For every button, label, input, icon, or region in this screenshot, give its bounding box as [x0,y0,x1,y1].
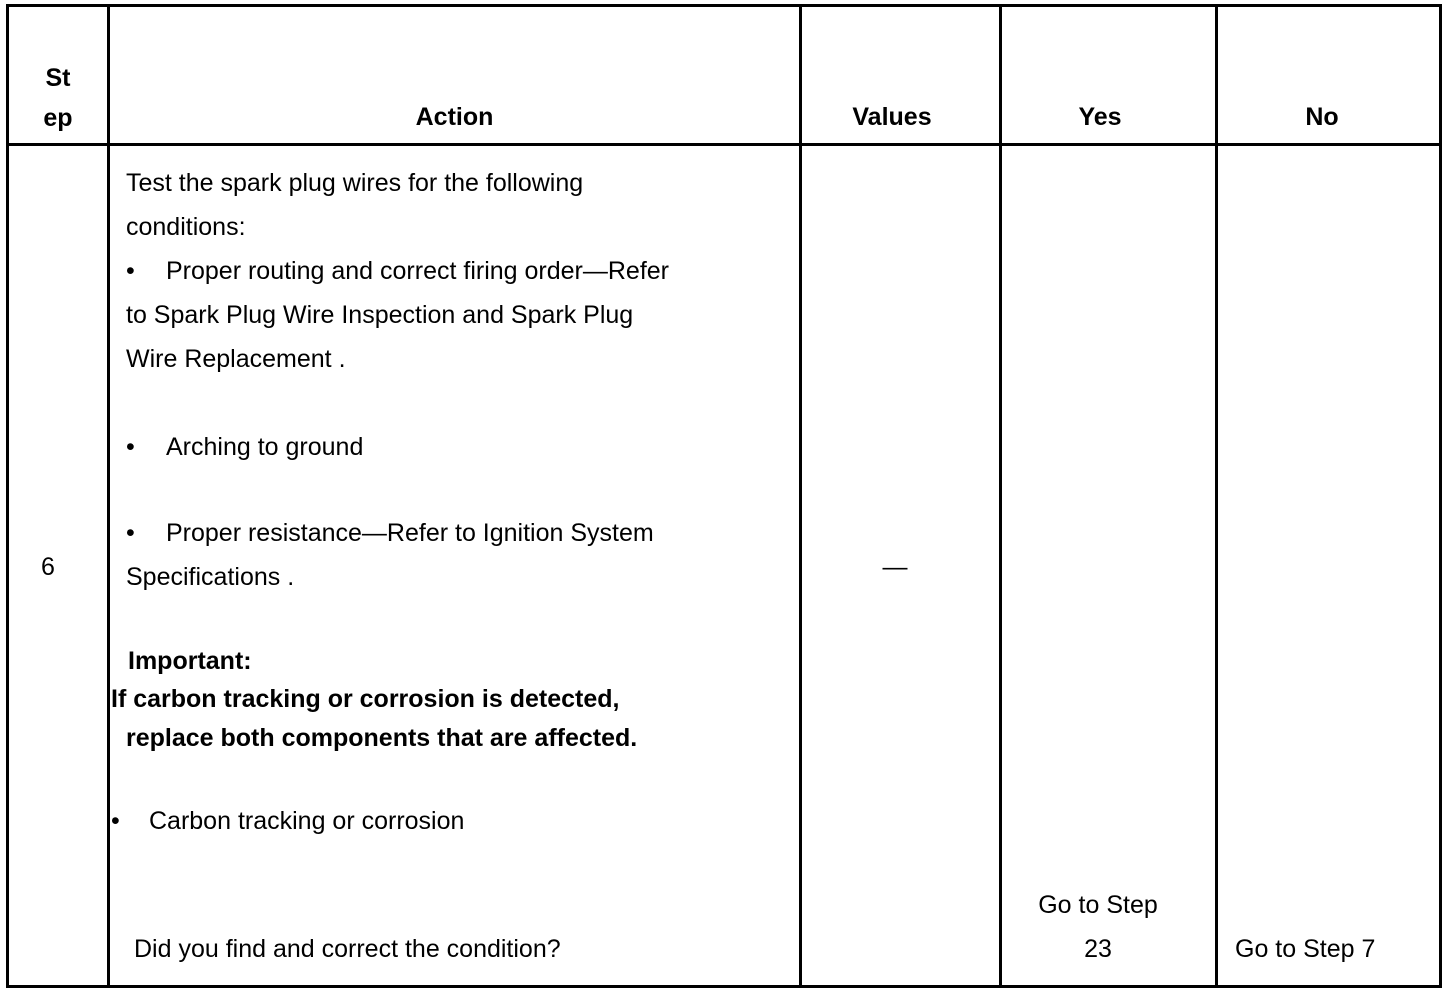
column-border-right [1439,4,1442,988]
column-border-yes-no [1215,4,1218,988]
header-step-line-1: St [45,64,71,92]
bullet-routing-line-2: to Spark Plug Wire Inspection and Spark Plug [126,301,634,329]
bullet-arching-text: Arching to ground [166,433,364,461]
bullet-resistance-line-1: Proper resistance—Refer to Ignition System [166,519,654,547]
column-border-step-action [107,4,110,988]
bullet-resistance [126,511,654,599]
values-dash: — [882,553,908,581]
column-border-left [6,4,9,988]
action-question: Did you find and correct the condition? [134,935,561,963]
header-divider [6,143,1442,146]
important-text-line-2: replace both components that are affected. [126,724,638,752]
bullet-arching [126,425,363,469]
bullet-resistance-line-2: Specifications . [126,563,295,591]
header-no: No [1305,103,1339,131]
header-yes: Yes [1078,103,1122,131]
bullet-glyph: • [126,257,135,285]
bullet-routing [126,249,669,381]
yes-line-1: Go to Step [1038,891,1158,919]
bullet-carbon [111,799,464,843]
header-action: Action [415,103,494,131]
column-border-action-values [799,4,802,988]
table-bottom-border [6,985,1442,988]
column-border-values-yes [999,4,1002,988]
header-step [9,58,107,138]
header-values: Values [852,103,932,131]
bullet-glyph: • [126,519,135,547]
action-intro-line-2: conditions: [126,213,246,241]
yes-line-2: 23 [1084,935,1112,963]
no-go-to-step: Go to Step 7 [1235,935,1376,963]
yes-go-to-step [1002,883,1194,971]
bullet-glyph: • [111,807,120,835]
header-step-line-2: ep [43,104,73,132]
bullet-routing-line-3: Wire Replacement . [126,345,346,373]
bullet-carbon-text: Carbon tracking or corrosion [149,807,465,835]
action-intro-line-1: Test the spark plug wires for the following [126,169,584,197]
bullet-glyph: • [126,433,135,461]
table-top-border [6,4,1442,7]
important-text-line-1: If carbon tracking or corrosion is detected, [111,685,620,713]
action-intro [126,161,583,249]
important-label: Important: [128,647,252,675]
step-number: 6 [41,553,55,581]
bullet-routing-line-1: Proper routing and correct firing order—Refer [166,257,670,285]
